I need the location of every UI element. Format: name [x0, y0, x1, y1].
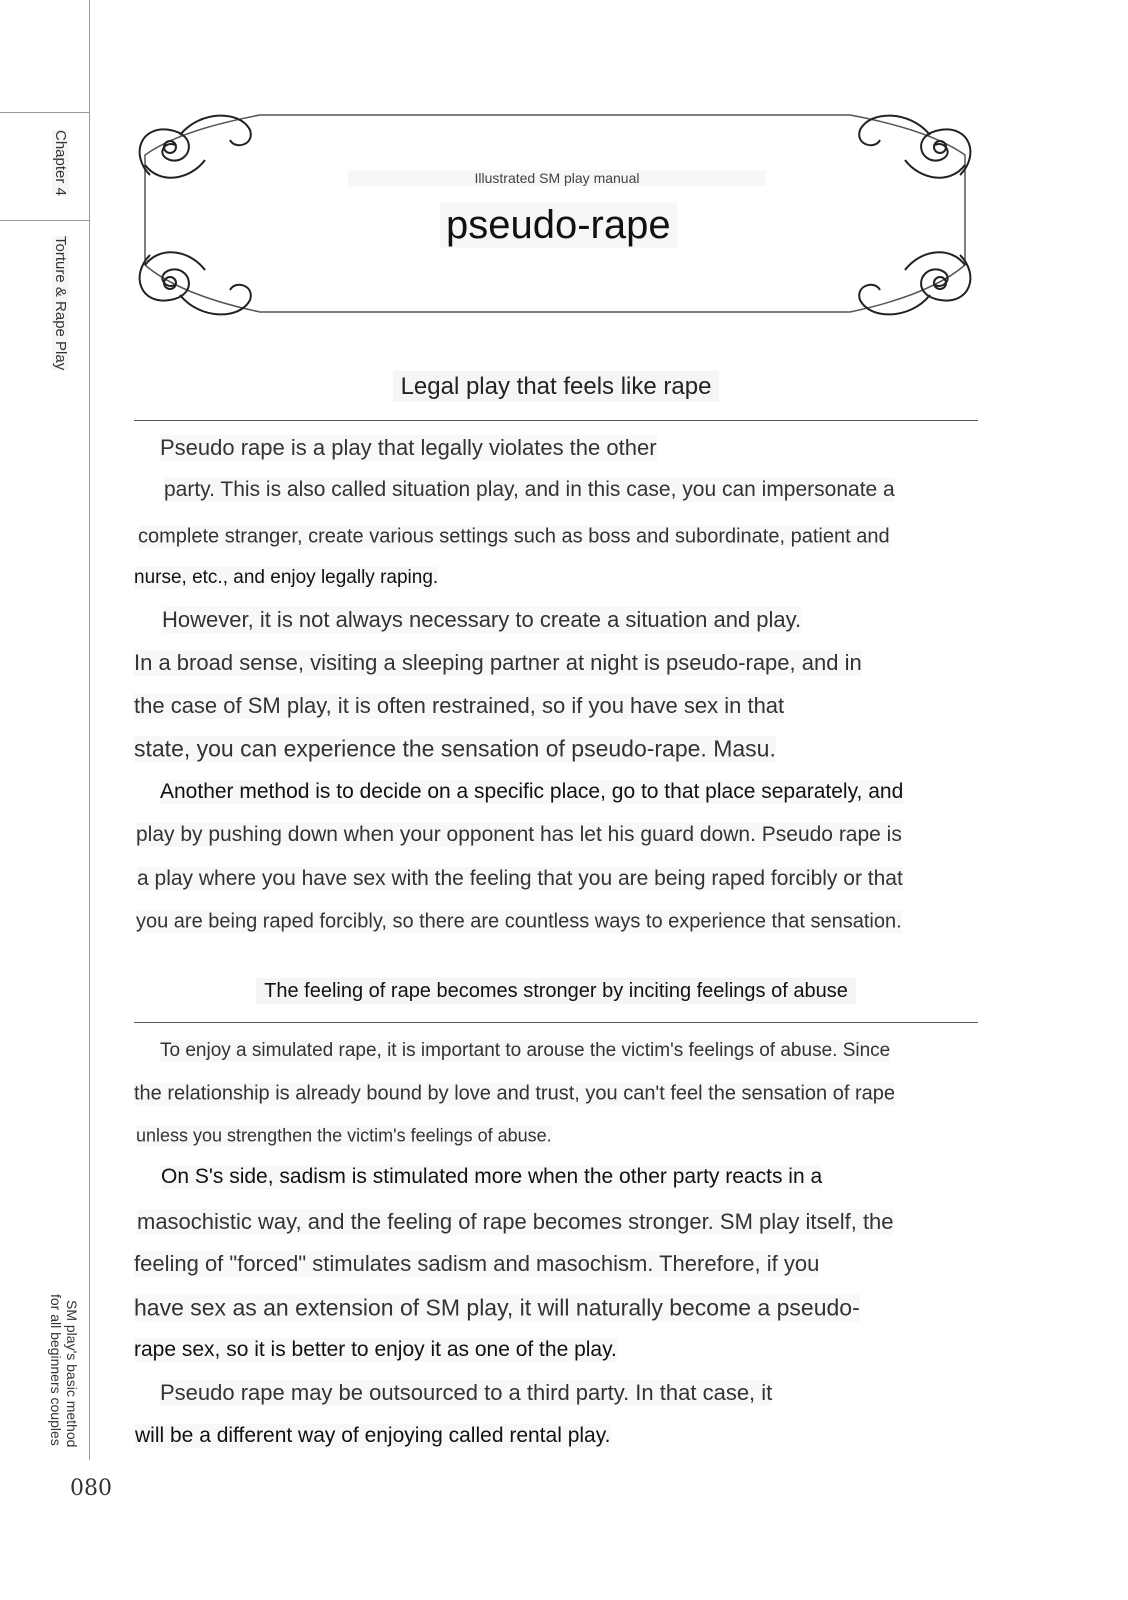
body-line: the case of SM play, it is often restrained, so if you have sex in that — [134, 693, 785, 718]
page-number: 080 — [70, 1476, 112, 1501]
body-line: party. This is also called situation play, and in this case, you can impersonate a — [164, 478, 895, 501]
header-kicker: Illustrated SM play manual — [348, 170, 766, 186]
body-line: However, it is not always necessary to create a situation and play. — [162, 607, 802, 632]
body-line: Another method is to decide on a specific place, go to that place separately, and — [160, 780, 904, 803]
section-heading: The feeling of rape becomes stronger by inciting feelings of abuse — [134, 980, 978, 1003]
body-line: In a broad sense, visiting a sleeping partner at night is pseudo-rape, and in — [134, 650, 862, 675]
divider — [0, 112, 89, 113]
body-line: complete stranger, create various settings such as boss and subordinate, patient and — [138, 525, 890, 548]
book-title-line2: for all beginners couples — [48, 1294, 64, 1446]
body-line: masochistic way, and the feeling of rape becomes stronger. SM play itself, the — [137, 1209, 894, 1234]
body-line: have sex as an extension of SM play, it will naturally become a pseudo- — [134, 1294, 860, 1321]
chapter-label: Chapter 4 — [52, 130, 69, 196]
body-line: state, you can experience the sensation of pseudo-rape. Masu. — [134, 735, 776, 762]
body-line: unless you strengthen the victim's feelings of abuse. — [136, 1125, 552, 1146]
body-line: rape sex, so it is better to enjoy it as one of the play. — [134, 1338, 617, 1361]
section-heading: Legal play that feels like rape — [134, 373, 978, 401]
body-line: you are being raped forcibly, so there are countless ways to experience that sensation. — [136, 910, 902, 933]
heading-rule — [134, 1022, 978, 1023]
body-line: Pseudo rape is a play that legally violates the other — [160, 435, 657, 460]
body-line: feeling of "forced" stimulates sadism and masochism. Therefore, if you — [134, 1251, 820, 1276]
book-title-line1: SM play's basic method — [64, 1300, 80, 1448]
body-line: nurse, etc., and enjoy legally raping. — [134, 567, 439, 588]
margin-divider — [89, 0, 90, 1460]
body-line: a play where you have sex with the feeling that you are being raped forcibly or that — [137, 867, 903, 890]
body-line: To enjoy a simulated rape, it is important to arouse the victim's feelings of abuse. Since — [160, 1040, 891, 1061]
body-line: Pseudo rape may be outsourced to a third party. In that case, it — [160, 1380, 773, 1405]
body-line: the relationship is already bound by love and trust, you can't feel the sensation of rape — [134, 1082, 895, 1105]
divider — [0, 220, 89, 221]
section-label: Torture & Rape Play — [52, 236, 69, 371]
body-line: will be a different way of enjoying called rental play. — [135, 1424, 611, 1447]
heading-rule — [134, 420, 978, 421]
page-title: pseudo-rape — [440, 203, 677, 248]
body-line: play by pushing down when your opponent has let his guard down. Pseudo rape is — [136, 823, 902, 846]
body-line: On S's side, sadism is stimulated more when the other party reacts in a — [161, 1165, 823, 1188]
